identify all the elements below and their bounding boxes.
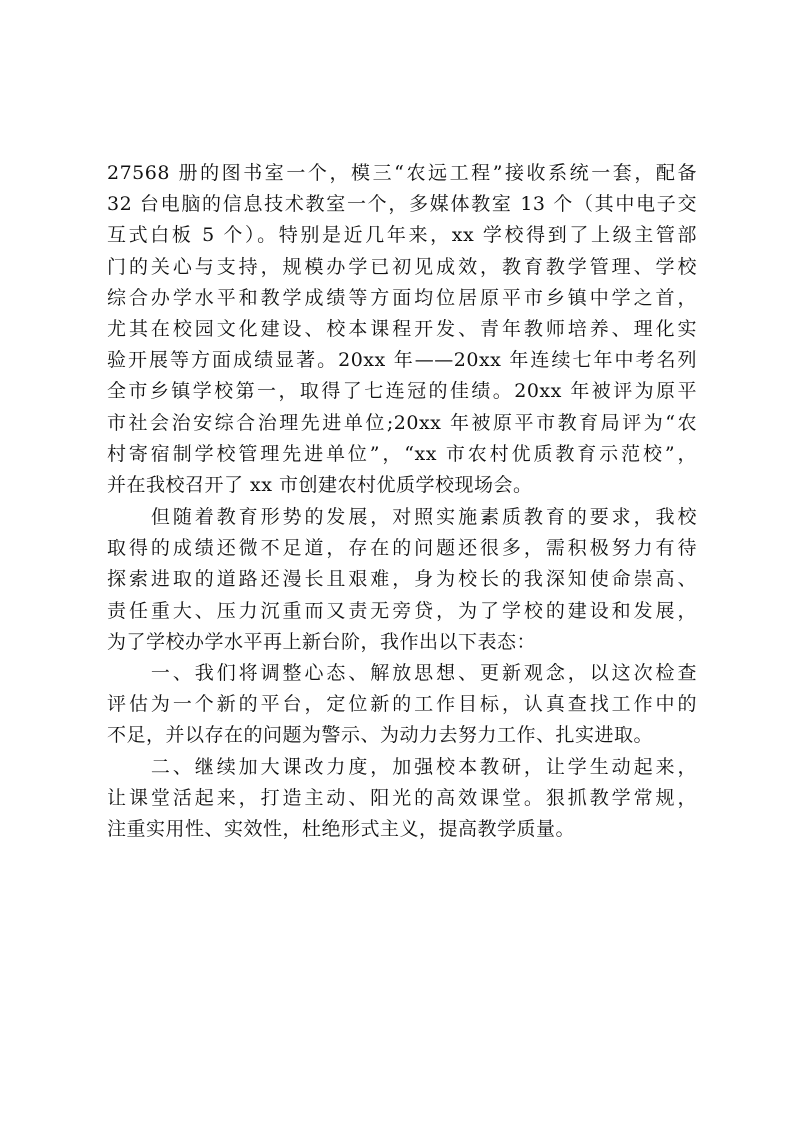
- text-line: 探索进取的道路还漫长且艰难，身为校长的我深知使命崇高、: [107, 568, 697, 591]
- text-line: 不足，并以存在的问题为警示、为动力去努力工作、扎实进取。: [107, 724, 654, 747]
- text-line: 取得的成绩还微不足道，存在的问题还很多，需积极努力有待: [107, 537, 697, 560]
- text-line: 让课堂活起来，打造主动、阳光的高效课堂。狠抓教学常规，: [107, 786, 697, 809]
- text-line: 但随着教育形势的发展，对照实施素质教育的要求，我校: [107, 506, 697, 529]
- text-line: 互式白板 5 个）。特别是近几年来，xx 学校得到了上级主管部: [107, 224, 697, 247]
- text-line: 一、我们将调整心态、解放思想、更新观念，以这次检查: [107, 662, 697, 684]
- text-line: 27568 册的图书室一个，模三“农远工程”接收系统一套，配备: [107, 162, 697, 184]
- text-line: 32 台电脑的信息技术教室一个，多媒体教室 13 个（其中电子交: [107, 193, 697, 216]
- text-line: 为了学校办学水平再上新台阶，我作出以下表态：: [107, 630, 537, 653]
- text-line: 门的关心与支持，规模办学已初见成效，教育教学管理、学校: [107, 255, 697, 278]
- text-line: 注重实用性、实效性，杜绝形式主义，提高教学质量。: [107, 817, 576, 840]
- text-line: 市社会治安综合治理先进单位;20xx 年被原平市教育局评为“农: [107, 411, 697, 434]
- text-line: 评估为一个新的平台，定位新的工作目标，认真查找工作中的: [107, 693, 697, 716]
- text-line: 全市乡镇学校第一，取得了七连冠的佳绩。20xx 年被评为原平: [107, 380, 697, 403]
- text-line: 并在我校召开了 xx 市创建农村优质学校现场会。: [107, 473, 533, 496]
- body-text: [107, 158, 697, 845]
- text-line: 村寄宿制学校管理先进单位”，“xx 市农村优质教育示范校”，: [107, 442, 697, 465]
- text-line: 综合办学水平和教学成绩等方面均位居原平市乡镇中学之首，: [107, 286, 697, 309]
- text-line: 验开展等方面成绩显著。20xx 年——20xx 年连续七年中考名列: [107, 349, 697, 372]
- text-line: 责任重大、压力沉重而又责无旁贷，为了学校的建设和发展，: [107, 599, 697, 622]
- text-line: 尤其在校园文化建设、校本课程开发、青年教师培养、理化实: [107, 317, 697, 340]
- text-line: 二、继续加大课改力度，加强校本教研，让学生动起来，: [107, 755, 697, 778]
